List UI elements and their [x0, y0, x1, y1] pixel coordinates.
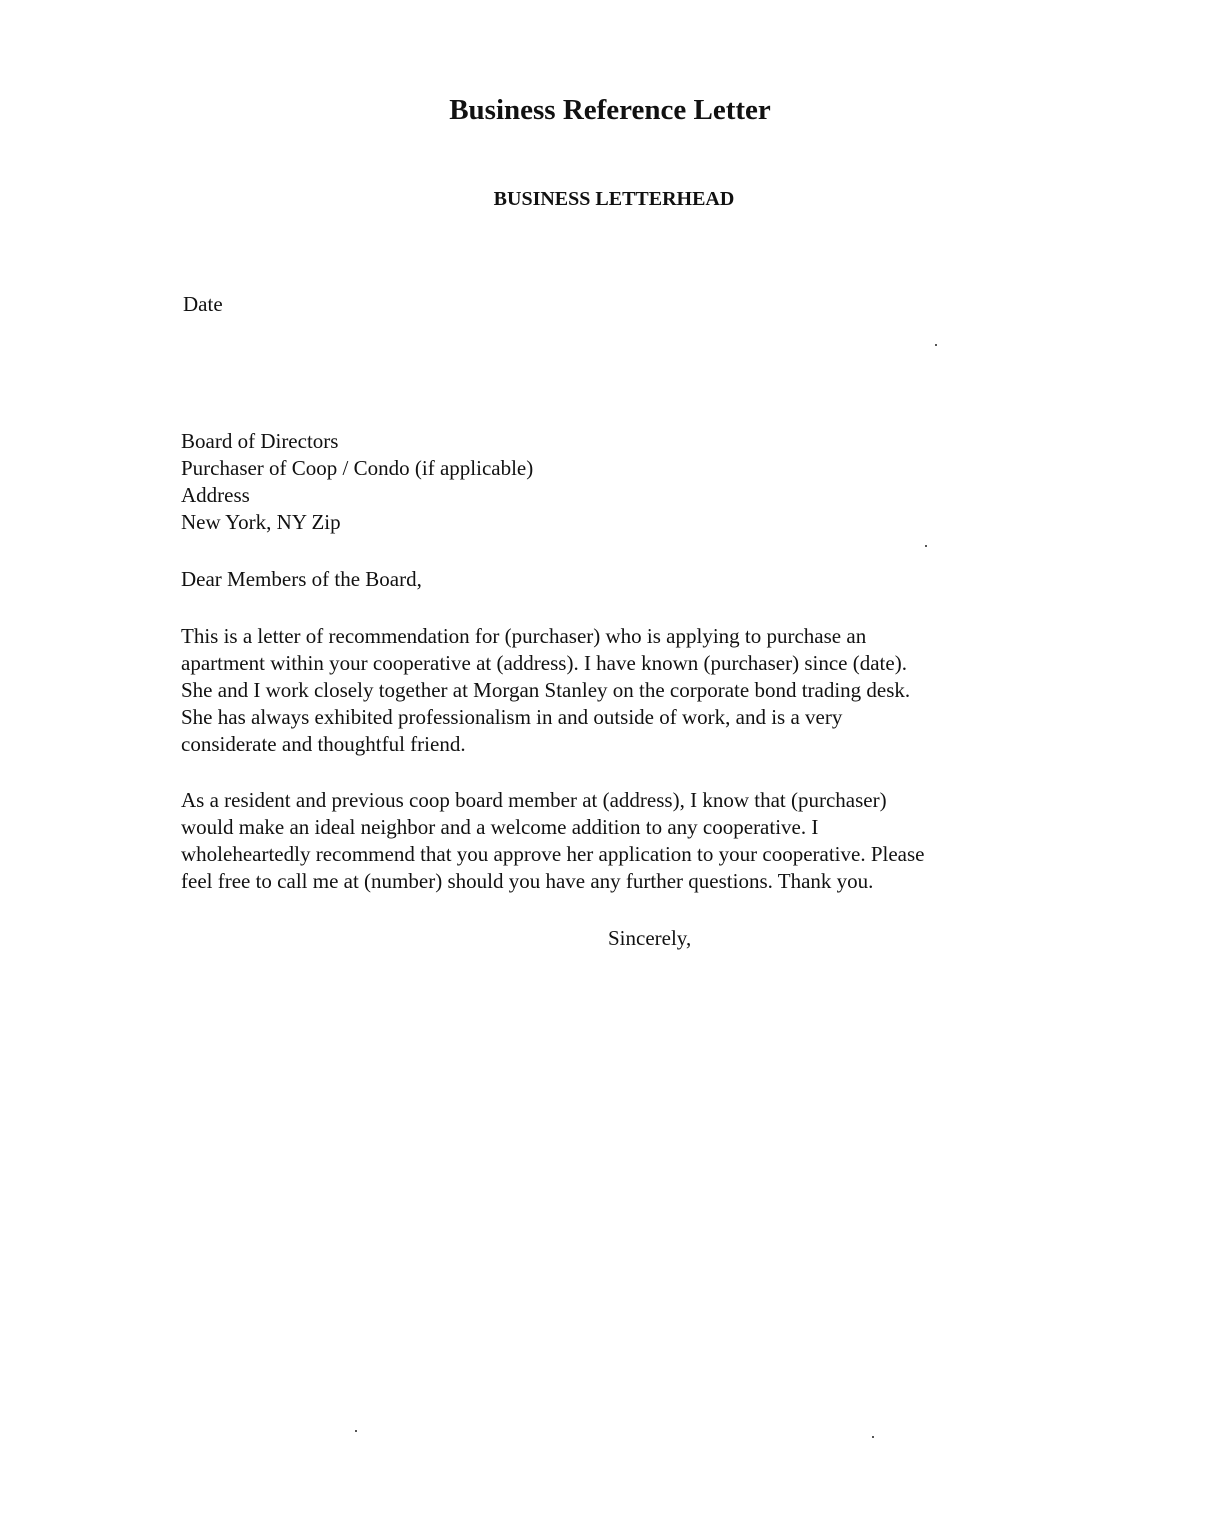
scan-speck	[355, 1430, 357, 1432]
paragraph-line: would make an ideal neighbor and a welcome addition to any cooperative. I	[181, 815, 819, 839]
paragraph-line: considerate and thoughtful friend.	[181, 732, 466, 756]
recipient-line: Board of Directors	[181, 429, 339, 453]
body-paragraph-2	[181, 787, 924, 895]
scan-speck	[872, 1436, 874, 1438]
scan-speck	[935, 344, 937, 346]
paragraph-line: She and I work closely together at Morgan Stanley on the corporate bond trading desk.	[181, 678, 911, 702]
paragraph-line: She has always exhibited professionalism in and outside of work, and is a very	[181, 705, 843, 729]
recipient-address	[181, 428, 533, 536]
recipient-line: Address	[181, 483, 250, 507]
paragraph-line: This is a letter of recommendation for (purchaser) who is applying to purchase an	[181, 624, 867, 648]
body-paragraph-1	[181, 623, 910, 758]
recipient-line: New York, NY Zip	[181, 510, 341, 534]
recipient-line: Purchaser of Coop / Condo (if applicable)	[181, 456, 534, 480]
closing-signoff: Sincerely,	[608, 926, 692, 950]
scan-speck	[925, 545, 927, 547]
document-title: Business Reference Letter	[449, 94, 771, 126]
business-letterhead: BUSINESS LETTERHEAD	[493, 188, 735, 210]
paragraph-line: apartment within your cooperative at (address). I have known (purchaser) since (date).	[181, 651, 907, 675]
paragraph-line: wholeheartedly recommend that you approve her application to your cooperative. Please	[181, 842, 925, 866]
paragraph-line: feel free to call me at (number) should you have any further questions. Thank you.	[181, 869, 874, 893]
paragraph-line: As a resident and previous coop board member at (address), I know that (purchaser)	[181, 788, 887, 812]
salutation: Dear Members of the Board,	[181, 567, 422, 591]
date-line: Date	[183, 292, 223, 316]
